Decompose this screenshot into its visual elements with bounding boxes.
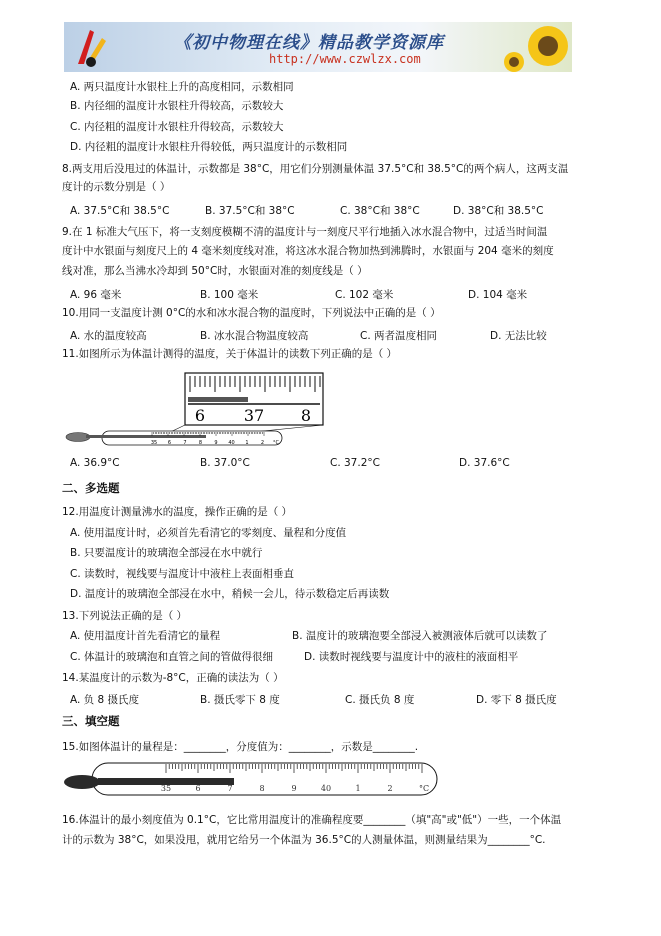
q15-scale-label: 2	[387, 784, 393, 793]
q9-option-d: D. 104 毫米	[468, 289, 528, 301]
q15-thermometer-figure	[62, 760, 442, 798]
section-fill-in: 三、填空题	[62, 714, 120, 728]
q7-option-b: B. 内径细的温度计水银柱升得较高，示数较大	[70, 100, 284, 112]
q14-stem: 14.某温度计的示数为-8°C，正确的读法为（ ）	[62, 672, 284, 684]
q13-option-b: B. 温度计的玻璃泡要全部浸入被测液体后就可以读数了	[292, 630, 548, 642]
q11-scale-label: 2	[260, 440, 265, 446]
q13-stem: 13.下列说法正确的是（ ）	[62, 610, 188, 622]
q12-option-a: A. 使用温度计时，必须首先看清它的零刻度、量程和分度值	[70, 527, 347, 539]
q10-option-d: D. 无法比较	[490, 330, 547, 342]
q14-option-a: A. 负 8 摄氏度	[70, 694, 140, 706]
q11-scale-label: 9	[214, 440, 218, 446]
q12-option-c: C. 读数时，视线要与温度计中液柱上表面相垂直	[70, 568, 295, 580]
q15-stem: 15.如图体温计的量程是：________，分度值为：________，示数是________.	[62, 741, 419, 753]
q9-option-b: B. 100 毫米	[200, 289, 259, 301]
q15-scale-label: 1	[355, 784, 361, 793]
q8-stem-line1: 8.两支用后没甩过的体温计，示数都是 38°C，用它们分别测量体温 37.5°C和 38.5°C的两个病人，这两支温	[62, 163, 569, 175]
q15-scale-label: 6	[195, 784, 201, 793]
q9-option-a: A. 96 毫米	[70, 289, 122, 301]
q10-option-c: C. 两者温度相同	[360, 330, 438, 342]
q11-option-a: A. 36.9°C	[70, 457, 120, 469]
q13-option-c: C. 体温计的玻璃泡和直管之间的管做得很细	[70, 651, 274, 663]
q8-option-a: A. 37.5°C和 38.5°C	[70, 205, 170, 217]
q9-stem-line1: 9.在 1 标准大气压下，将一支刻度模糊不清的温度计与一刻度尺平行地插入冰水混合物中，过适当时间温	[62, 226, 548, 238]
q8-stem-line2: 度计的示数分别是（ ）	[62, 181, 171, 193]
q9-stem-line3: 线对准，那么当沸水冷却到 50°C时，水银面对准的刻度线是（ ）	[62, 265, 368, 277]
q10-option-a: A. 水的温度较高	[70, 330, 147, 342]
q16-stem-line2: 计的示数为 38°C，如果没甩，就用它给另一个体温为 36.5°C的人测量体温，则测量结果为________°C.	[62, 834, 546, 846]
q11-option-d: D. 37.6°C	[459, 457, 510, 469]
zoom-label-37: 37	[243, 406, 265, 425]
q9-option-c: C. 102 毫米	[335, 289, 394, 301]
q12-option-b: B. 只要温度计的玻璃泡全部浸在水中就行	[70, 547, 263, 559]
q15-scale-label: 35	[160, 784, 172, 793]
q11-scale-label: °C	[273, 440, 279, 446]
banner-url[interactable]: http://www.czwlzx.com	[269, 52, 421, 66]
q11-scale-label: 35	[150, 440, 158, 446]
q10-stem: 10.用同一支温度计测 0°C的水和冰水混合物的温度时，下列说法中正确的是（ ）	[62, 307, 441, 319]
q8-option-c: C. 38°C和 38°C	[340, 205, 420, 217]
q11-scale-label: 1	[245, 440, 249, 446]
q11-option-b: B. 37.0°C	[200, 457, 250, 469]
q15-scale-label: °C	[418, 784, 430, 793]
q8-option-b: B. 37.5°C和 38°C	[205, 205, 295, 217]
q16-stem-line1: 16.体温计的最小刻度值为 0.1°C，它比常用温度计的准确程度要________（填"高"或"低"）一些，一个体温	[62, 814, 562, 826]
header-banner	[64, 22, 572, 72]
q14-option-b: B. 摄氏零下 8 度	[200, 694, 280, 706]
q11-scale-label: 40	[228, 440, 235, 446]
banner-title: 《初中物理在线》精品教学资源库	[174, 33, 444, 53]
q14-option-d: D. 零下 8 摄氏度	[476, 694, 557, 706]
q7-option-d: D. 内径粗的温度计水银柱升得较低，两只温度计的示数相同	[70, 141, 348, 153]
q13-option-a: A. 使用温度计首先看清它的量程	[70, 630, 221, 642]
q9-stem-line2: 度计中水银面与刻度尺上的 4 毫米刻度线对准，将这冰水混合物加热到沸腾时，水银面与 204 毫米的刻度	[62, 245, 554, 257]
q11-stem: 11.如图所示为体温计测得的温度，关于体温计的读数下列正确的是（ ）	[62, 348, 398, 360]
q11-thermometer-figure	[64, 368, 328, 450]
zoom-label-8: 8	[300, 406, 312, 425]
q12-stem: 12.用温度计测量沸水的温度，操作正确的是（ ）	[62, 506, 293, 518]
q14-option-c: C. 摄氏负 8 度	[345, 694, 415, 706]
q11-scale-label: 8	[198, 440, 203, 446]
q10-option-b: B. 冰水混合物温度较高	[200, 330, 309, 342]
q7-option-a: A. 两只温度计水银柱上升的高度相同，示数相同	[70, 81, 294, 93]
q15-scale-label: 8	[259, 784, 265, 793]
sunflower-icon	[500, 22, 570, 72]
zoom-label-6: 6	[194, 406, 206, 425]
section-multiple-choice: 二、多选题	[62, 481, 120, 495]
logo-icon	[68, 24, 114, 70]
q11-option-c: C. 37.2°C	[330, 457, 380, 469]
q11-scale-label: 7	[183, 440, 187, 446]
q12-option-d: D. 温度计的玻璃泡全部浸在水中，稍候一会儿，待示数稳定后再读数	[70, 588, 390, 600]
q13-option-d: D. 读数时视线要与温度计中的液柱的液面相平	[304, 651, 519, 663]
q15-scale-label: 40	[320, 784, 332, 793]
q8-option-d: D. 38°C和 38.5°C	[453, 205, 544, 217]
q7-option-c: C. 内径粗的温度计水银柱升得较高，示数较大	[70, 121, 284, 133]
q15-scale-label: 7	[227, 784, 233, 793]
q15-scale-label: 9	[291, 784, 297, 793]
q11-scale-label: 6	[167, 440, 172, 446]
